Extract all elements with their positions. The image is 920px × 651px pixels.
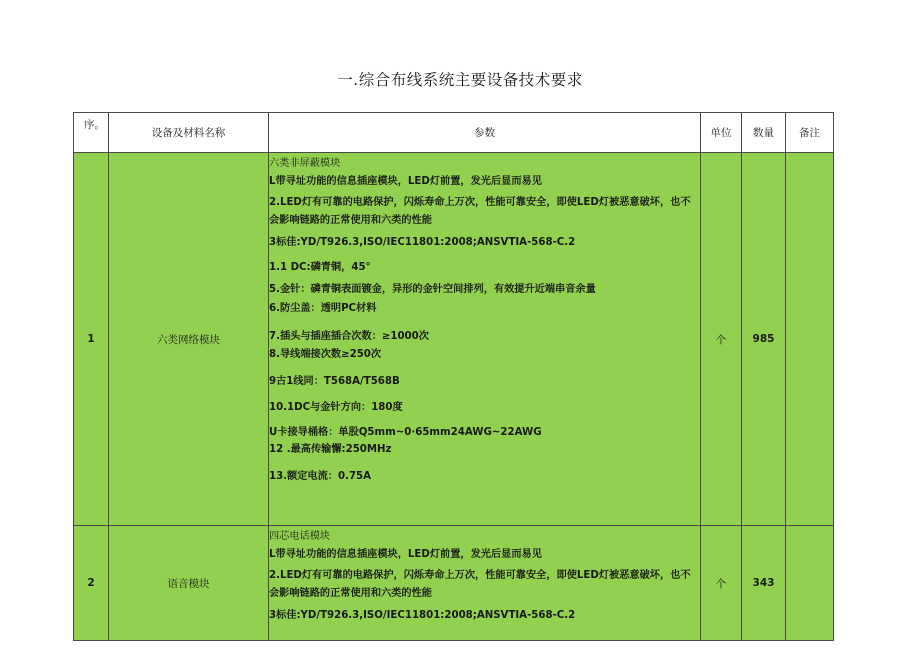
param-line: 六类非屏蔽模块 bbox=[269, 158, 341, 169]
param-line: 13.额定电流：0.75A bbox=[269, 471, 372, 482]
param-line: 2.LED灯有可靠的电路保护，闪烁寿命上万次，性能可靠安全，即使LED灯被恶意破坏，也不会影响链路的正常使用和六类的性能 bbox=[269, 570, 691, 599]
row-remark bbox=[786, 153, 834, 526]
row-unit: 个 bbox=[701, 153, 742, 526]
document-title: 一.综合布线系统主要设备技术要求 bbox=[337, 71, 583, 89]
header-remark: 备注 bbox=[786, 113, 834, 153]
param-line: 1.1 DC:磷青铜，45° bbox=[269, 262, 371, 273]
row-unit: 个 bbox=[701, 526, 742, 641]
param-line: L带寻址功能的信息插座模块，LED灯前置，发光后显而易见 bbox=[269, 176, 542, 187]
row-seq: 1 bbox=[74, 153, 109, 526]
param-line: 四芯电话模块 bbox=[269, 531, 331, 542]
header-qty: 数量 bbox=[742, 113, 786, 153]
param-line: 10.1DC与金针方向：180度 bbox=[269, 402, 403, 413]
header-param: 参数 bbox=[269, 113, 701, 153]
param-line: 3标佳:YD/T926.3,ISO/IEC11801:2008;ANSVTIA-568-C.2 bbox=[269, 610, 576, 621]
param-line: 6.防尘盖：透明PC材料 bbox=[269, 303, 377, 314]
param-line: 8.导线端接次数≥250次 bbox=[269, 349, 382, 360]
equipment-table bbox=[73, 112, 834, 641]
row-seq: 2 bbox=[74, 526, 109, 641]
param-line: 12 .最高传输懈:250MHz bbox=[269, 444, 392, 455]
param-line: L带寻址功能的信息插座模块，LED灯前置，发光后显而易见 bbox=[269, 549, 542, 560]
row-qty: 985 bbox=[742, 153, 786, 526]
header-seq: 序。 bbox=[74, 113, 109, 153]
row-remark bbox=[786, 526, 834, 641]
param-line: 2.LED灯有可靠的电路保护，闪烁寿命上万次，性能可靠安全，即使LED灯被恶意破坏，也不会影响链路的正常使用和六类的性能 bbox=[269, 197, 691, 226]
param-line: 5.金针：磷青铜表面镀金，异形的金针空间排列，有效提升近端串音余量 bbox=[269, 284, 596, 295]
param-line: 7.插头与插座插合次数：≥1000次 bbox=[269, 331, 429, 342]
table-row bbox=[74, 526, 834, 641]
row-name: 六类网络模块 bbox=[109, 153, 269, 526]
table-row bbox=[74, 153, 834, 526]
row-params bbox=[269, 526, 701, 641]
row-qty: 343 bbox=[742, 526, 786, 641]
row-params bbox=[269, 153, 701, 526]
param-line: U卡接导桶格：单股Q5mm~0∙65mm24AWG~22AWG bbox=[269, 427, 542, 438]
header-name: 设备及材料名称 bbox=[109, 113, 269, 153]
param-line: 9古1线同：T568A/T568B bbox=[269, 376, 400, 387]
row-name: 语音模块 bbox=[109, 526, 269, 641]
header-unit: 单位 bbox=[701, 113, 742, 153]
param-line: 3标佳:YD/T926.3,ISO/IEC11801:2008;ANSVTIA-568-C.2 bbox=[269, 237, 576, 248]
header-row bbox=[74, 113, 834, 153]
